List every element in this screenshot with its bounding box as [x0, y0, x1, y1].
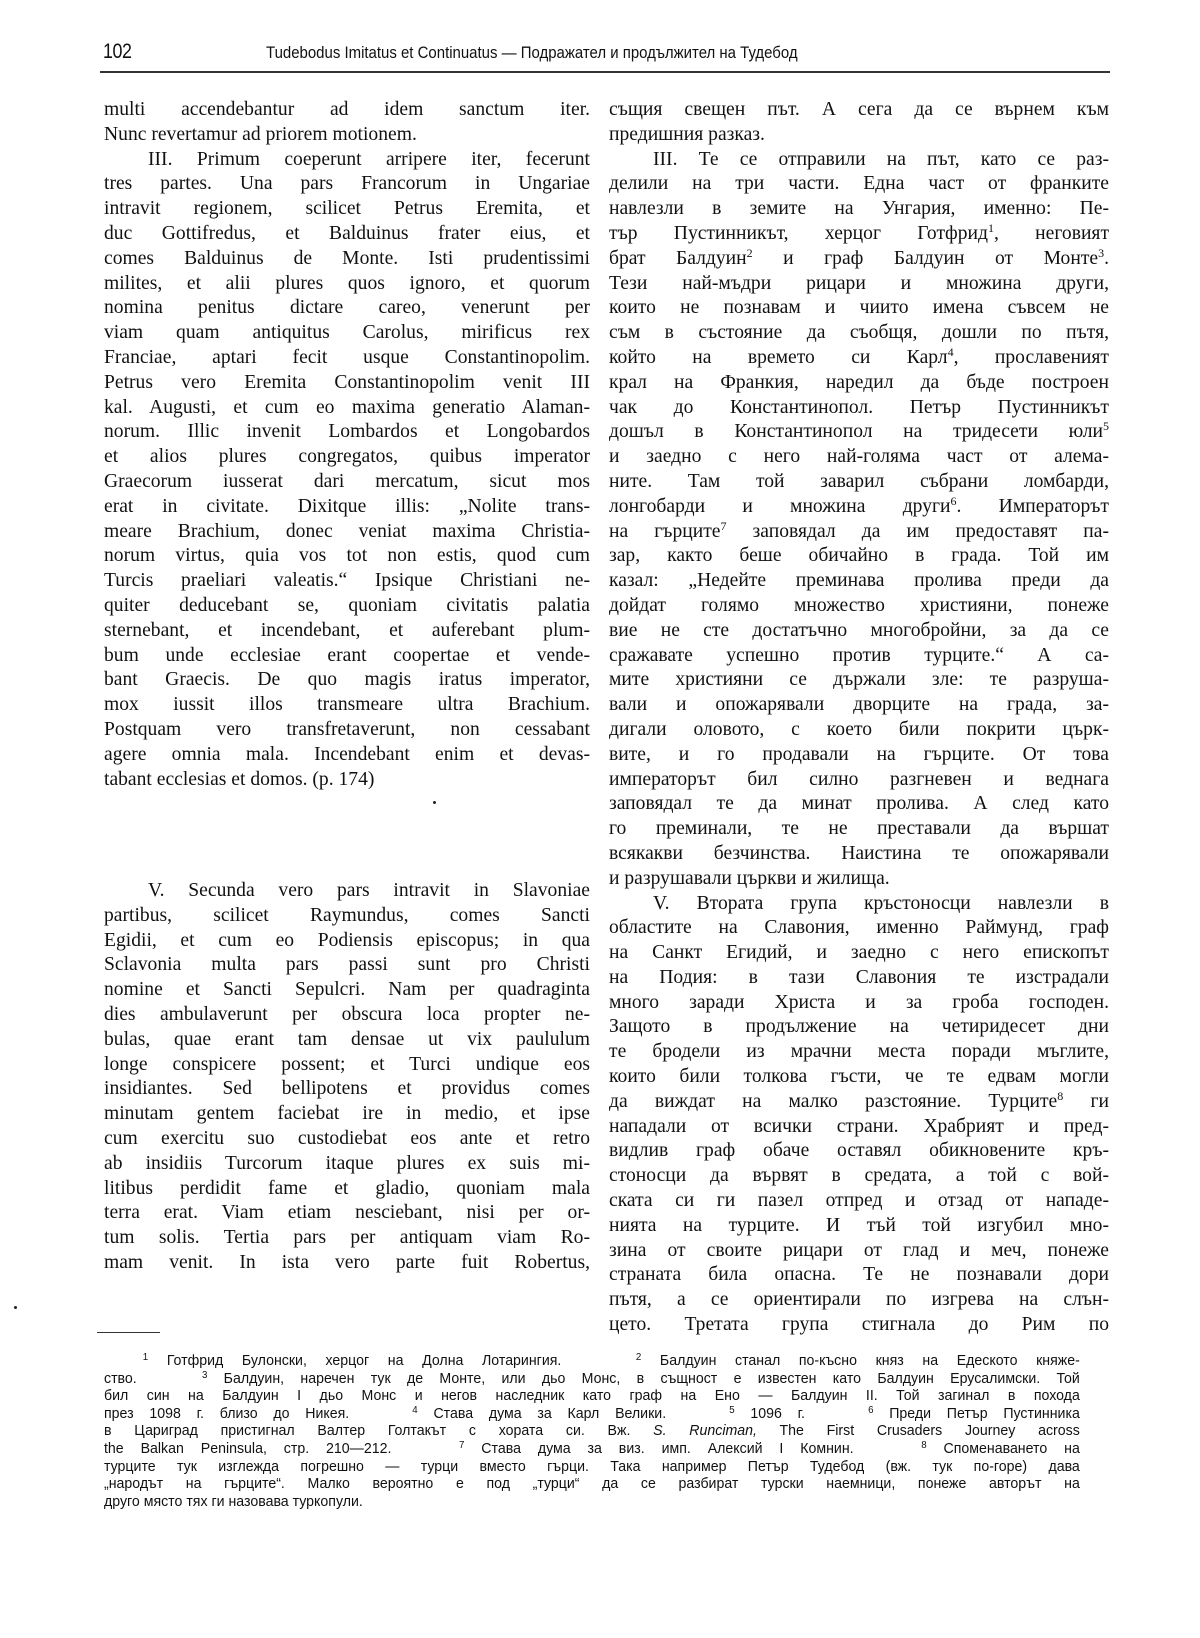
- text-segment: видлив граф обаче оставял обикновените кръ-: [609, 1140, 1109, 1162]
- text-segment: вали и опожарявали дворците на града, за-: [609, 694, 1109, 716]
- text-segment: да виждат на малко разстояние. Турците: [609, 1090, 1058, 1112]
- text-line: [609, 346, 1109, 371]
- text-line: [609, 1239, 1109, 1264]
- footnote-mark: 6: [868, 1404, 874, 1416]
- text-line: milites, et alii plures quos ignoro, et quorum: [104, 272, 590, 294]
- text-segment: същия свещен път. А сега да се върнем към: [609, 99, 1109, 120]
- text-line: [609, 941, 1109, 966]
- footnote-2: Балдуин станал по-късно княз на Едеското княже-: [659, 1353, 1080, 1369]
- text-line: [609, 693, 1109, 718]
- text-line: Petrus vero Eremita Constantinopolim venit III: [104, 371, 590, 393]
- text-line: [609, 817, 1109, 842]
- text-segment: ните. Там той заварил събрани ломбарди,: [609, 470, 1109, 492]
- text-line: [609, 668, 1109, 693]
- text-line: [609, 619, 1109, 644]
- footnote-line: [104, 1476, 1080, 1494]
- footnote-reference: 7: [720, 518, 727, 533]
- text-line: [609, 1189, 1109, 1214]
- text-segment: навлезли в земите на Унгария, именно: Пе-: [609, 198, 1109, 220]
- text-segment: императорът бил силно разгневен и веднага: [609, 768, 1109, 790]
- footnote-1: Готфрид Булонски, херцог на Долна Лотарингия.: [166, 1353, 562, 1369]
- text-line: kal. Augusti, et cum eo maxima generatio Alaman-: [104, 396, 590, 418]
- text-segment: на гърците: [609, 520, 721, 542]
- text-segment: цето. Третата група стигнала до Рим по: [609, 1314, 1109, 1336]
- text-segment: всякакви безчинства. Наистина те опожарявали: [609, 842, 1109, 864]
- text-line: [609, 1164, 1109, 1189]
- text-line: tabant ecclesias et domos. (p. 174): [104, 768, 375, 790]
- text-line: [609, 594, 1109, 619]
- text-segment: дошъл в Константинопол на тридесети юли: [609, 421, 1103, 443]
- text-segment: и разрушавали църкви и жилища.: [609, 867, 890, 889]
- footnote-line: [104, 1423, 1080, 1441]
- footnote-5: 1096 г.: [750, 1405, 806, 1422]
- text-line: multi accendebantur ad idem sanctum iter.: [104, 99, 590, 120]
- text-line: mam venit. In ista vero parte fuit Robertus,: [104, 1251, 590, 1273]
- text-segment: крал на Франкия, наредил да бъде построен: [609, 371, 1109, 393]
- text-line: [609, 1263, 1109, 1288]
- text-segment: казал: „Недейте преминава пролива преди да: [609, 570, 1109, 592]
- text-line: tum solis. Tertia pars per antiquam viam Ro-: [104, 1227, 590, 1249]
- text-line: [609, 1288, 1109, 1313]
- footnote-6: Преди Петър Пустинника: [889, 1405, 1080, 1422]
- footnote-line: [104, 1406, 1080, 1424]
- footnote-reference: 6: [950, 493, 957, 508]
- text-line: agere omnia mala. Incendebant enim et devas-: [104, 743, 590, 765]
- text-line: erat in civitate. Dixitque illis: „Nolite trans-: [104, 495, 590, 517]
- text-segment: брат Балдуин: [609, 247, 747, 269]
- footnote-reference: 8: [1057, 1088, 1064, 1103]
- footnote-reference: 4: [947, 344, 954, 359]
- text-line: [609, 991, 1109, 1016]
- text-segment: делили на три части. Една част от франките: [609, 173, 1109, 195]
- decorative-dot: [433, 801, 436, 804]
- latin-column-block-1: [104, 98, 590, 792]
- footnotes: [104, 1353, 1110, 1511]
- footnote-reference: 2: [746, 245, 753, 260]
- text-segment: те бродели из мрачни места поради мъглите,: [609, 1041, 1109, 1063]
- footnote-4: Става дума за Карл Велики.: [433, 1405, 667, 1422]
- margin-dot: [14, 1306, 17, 1309]
- footnote-2-cont: ство.: [104, 1370, 137, 1387]
- text-line: bulas, quae erant tam densae ut vix paululum: [104, 1028, 590, 1050]
- footnote-8-cont: турците тук изглежда погрешно — турци вместо гърци. Така например Петър Тудебод (вж. тук по-горе) дава: [104, 1458, 1080, 1475]
- text-line: [609, 644, 1109, 669]
- text-line: Egidii, et cum eo Podiensis episcopus; in qua: [104, 929, 590, 951]
- text-line: [609, 892, 1109, 917]
- text-segment: сражавате успешно против турците.“ А са-: [609, 644, 1109, 666]
- footnote-line: [104, 1388, 1080, 1406]
- text-line: meare Brachium, donec veniat maxima Christia-: [104, 520, 590, 542]
- text-line: [609, 321, 1109, 346]
- text-line: minutam gentem faciebat ire in medio, et ipse: [104, 1103, 590, 1125]
- text-line: intravit regionem, scilicet Petrus Eremita, et: [104, 198, 590, 220]
- text-line: [609, 768, 1109, 793]
- text-line: V. Secunda vero pars intravit in Slavoniae: [148, 880, 590, 901]
- text-line: III. Primum coeperunt arripere iter, fecerunt: [148, 148, 590, 170]
- text-line: norum. Illic invenit Lombardos et Longobardos: [104, 421, 590, 443]
- page-header: [103, 40, 1110, 70]
- text-line: quiter deducebant se, quoniam civitatis palatia: [104, 594, 590, 616]
- text-segment: на Подия: в тази Славония те изстрадали: [609, 966, 1109, 988]
- text-line: [609, 792, 1109, 817]
- footnote-3-cont: бил син на Балдуин I дьо Монс и негов наследник като граф на Ено — Балдуин II. Той загинал в похода: [104, 1388, 1080, 1405]
- text-segment: .: [1104, 247, 1109, 269]
- text-line: bant Graecis. De quo magis iratus imperator,: [104, 669, 590, 691]
- text-line: [609, 445, 1109, 470]
- text-segment: лонгобарди и множина други: [609, 495, 951, 517]
- text-line: [609, 842, 1109, 867]
- text-segment: , прославеният: [953, 346, 1109, 368]
- text-line: [609, 569, 1109, 594]
- text-line: insidiantes. Sed bellipotens et providus comes: [104, 1078, 590, 1100]
- text-line: [609, 1015, 1109, 1040]
- footnote-3: Балдуин, наречен тук де Монте, или дьо Монс, в същност е известен като Балдуин Ерусалимски. Той: [223, 1370, 1080, 1387]
- footnote-reference: 3: [1098, 245, 1105, 260]
- text-segment: ската си ги пазел отпред и отзад от нападе-: [609, 1190, 1109, 1212]
- footnote-mark: 3: [201, 1369, 208, 1381]
- text-segment: вие не сте достатъчно многобройни, за да се: [609, 619, 1109, 641]
- text-line: Turcis praeliari valeatis.“ Ipsique Christiani ne-: [104, 570, 590, 592]
- text-segment: който на времето си Карл: [609, 346, 948, 368]
- text-segment: страната била опасна. Те не познавали дори: [609, 1264, 1109, 1286]
- text-line: [609, 867, 1109, 892]
- footnote-rule: [97, 1332, 160, 1333]
- header-rule: [100, 71, 1110, 73]
- text-segment: ги: [1063, 1090, 1110, 1112]
- text-line: mox iussit illos transmeare ultra Brachium.: [104, 694, 590, 716]
- footnote-7: Става дума за виз. имп. Алексий I Комнин.: [481, 1440, 854, 1457]
- text-line: bum unde ecclesiae erant coopertae et vende-: [104, 644, 590, 666]
- text-line: sternebant, et incendebant, et auferebant plum-: [104, 619, 590, 641]
- footnote-mark: 2: [635, 1352, 642, 1363]
- footnote-mark: 1: [142, 1352, 149, 1363]
- text-segment: Защото в продължение на четиридесет дни: [609, 1016, 1109, 1038]
- text-line: [609, 272, 1109, 297]
- footnote-8-end: друго място тях ги назовава туркопули.: [104, 1493, 363, 1510]
- text-segment: мите християни се държали зле: те разруша-: [609, 669, 1109, 691]
- text-line: [609, 743, 1109, 768]
- text-line: [609, 1065, 1109, 1090]
- text-segment: нападали от всички страни. Храбрият и пред-: [609, 1115, 1109, 1137]
- text-segment: пътя, а се ориентирали по изгрева на слън-: [609, 1289, 1109, 1311]
- text-line: duc Gottifredus, et Balduinus frater eius, et: [104, 222, 590, 244]
- text-line: nomine et Sancti Sepulcri. Nam per quadraginta: [104, 979, 590, 1001]
- text-line: [609, 520, 1109, 545]
- running-head: Tudebodus Imitatus et Continuatus — Подражател и продължител на Тудебод: [266, 43, 798, 62]
- footnote-8-cont: „народът на гърците“. Малко вероятно е под „турци“ да се разбират турски наемници, понеже авторът на: [104, 1476, 1080, 1493]
- footnote-3-end: през 1098 г. близо до Никея.: [104, 1405, 350, 1422]
- text-line: Nunc revertamur ad priorem motionem.: [104, 123, 417, 145]
- text-segment: . Императорът: [956, 495, 1109, 517]
- text-segment: стоносци да вървят в средата, а той с вой-: [609, 1165, 1109, 1187]
- text-line: [609, 1139, 1109, 1164]
- text-line: Postquam vero transfretaverunt, non cessabant: [104, 718, 590, 740]
- footnote-6-cont: в Цариград пристигнал Валтер Голтакът с хората си. Вж.: [104, 1423, 631, 1440]
- text-segment: заповядал да им предоставят па-: [726, 520, 1109, 542]
- text-line: [609, 495, 1109, 520]
- text-segment: заповядал те да минат пролива. А след като: [609, 793, 1109, 815]
- text-segment: много заради Христа и за гроба господен.: [609, 991, 1109, 1013]
- text-line: Sclavonia multa pars passi sunt pro Christi: [104, 954, 590, 976]
- text-line: [609, 296, 1109, 321]
- text-line: Franciae, aptari fecit usque Constantinopolim.: [104, 346, 590, 368]
- footnote-8: Споменаването на: [943, 1440, 1080, 1457]
- footnote-author: S. Runciman,: [653, 1423, 757, 1440]
- footnote-reference: 5: [1103, 419, 1109, 434]
- text-line: [609, 1214, 1109, 1239]
- footnote-mark: 4: [412, 1404, 418, 1416]
- footnote-line: [104, 1494, 1080, 1512]
- text-line: [609, 247, 1109, 272]
- text-line: [609, 172, 1109, 197]
- footnote-line: [104, 1353, 1080, 1371]
- bulgarian-column: [609, 98, 1109, 1338]
- text-segment: дигали оловото, с което били покрити църк-: [609, 718, 1109, 740]
- text-line: [609, 1040, 1109, 1065]
- text-segment: и заедно с него най-голяма част от алема-: [609, 446, 1109, 468]
- text-line: [609, 1090, 1109, 1115]
- text-segment: Тези най-мъдри рицари и множина други,: [609, 272, 1109, 294]
- text-line: dies ambulaverunt per obscura loca propter ne-: [104, 1003, 590, 1025]
- footnote-mark: 5: [729, 1404, 735, 1416]
- text-line: [609, 470, 1109, 495]
- text-segment: които не познавам и чиито имена съвсем не: [609, 297, 1109, 319]
- text-line: comes Balduinus de Monte. Isti prudentissimi: [104, 247, 590, 269]
- footnote-mark: 8: [921, 1439, 927, 1451]
- text-line: cum exercitu suo custodiebat eos ante et retro: [104, 1127, 590, 1149]
- text-line: [609, 148, 1109, 173]
- text-line: nomina penitus dictare careo, venerunt per: [104, 297, 590, 319]
- text-segment: и граф Балдуин от Монте: [752, 247, 1099, 269]
- text-segment: чак до Константинопол. Петър Пустинникът: [609, 396, 1109, 418]
- footnote-reference: 1: [987, 220, 994, 235]
- text-line: viam quam antiquitus Carolus, mirificus rex: [104, 322, 590, 344]
- text-line: [609, 1313, 1109, 1338]
- text-line: Graecorum iusserat dari mercatum, sicut mos: [104, 470, 590, 492]
- text-line: longe conspicere possent; et Turci undique eos: [104, 1053, 590, 1075]
- text-line: [609, 916, 1109, 941]
- text-line: [609, 1115, 1109, 1140]
- text-segment: зина от своите рицари от глад и меч, понеже: [609, 1239, 1109, 1261]
- text-line: ab insidiis Turcorum itaque plures ex suis mi-: [104, 1152, 590, 1174]
- text-line: [609, 718, 1109, 743]
- text-line: tres partes. Una pars Francorum in Ungariae: [104, 173, 590, 195]
- text-line: [609, 966, 1109, 991]
- text-line: norum virtus, quia vos tot non estis, quod cum: [104, 545, 590, 567]
- footnote-mark: 7: [458, 1439, 465, 1451]
- text-segment: които били толкова гъсти, че те едвам могли: [609, 1066, 1109, 1088]
- text-segment: тър Пустинникът, херцог Готфрид: [609, 222, 988, 244]
- text-line: [609, 420, 1109, 445]
- text-segment: V. Втората група кръстоносци навлезли в: [653, 892, 1109, 914]
- footnote-6-end: the Balkan Peninsula, стр. 210—212.: [104, 1440, 392, 1457]
- text-segment: зар, както беше обичайно в града. Той им: [609, 545, 1109, 567]
- footnote-line: [104, 1459, 1080, 1477]
- page-number: 102: [103, 40, 132, 63]
- text-line: et alios plures congregatos, quibus imperator: [104, 446, 590, 468]
- text-line: [609, 197, 1109, 222]
- text-segment: предишния разказ.: [609, 123, 765, 145]
- text-line: [609, 123, 1109, 148]
- text-line: [609, 98, 1109, 123]
- text-line: [609, 222, 1109, 247]
- text-segment: на Санкт Егидий, и заедно с него епископът: [609, 942, 1109, 964]
- footnote-line: [104, 1371, 1080, 1389]
- text-line: [609, 371, 1109, 396]
- text-segment: областите на Славония, именно Раймунд, граф: [609, 917, 1109, 939]
- text-segment: , неговият: [993, 222, 1110, 244]
- text-line: terra erat. Viam etiam nesciebant, nisi per or-: [104, 1202, 590, 1224]
- text-segment: нията на турците. И тъй той изгубил мно-: [609, 1214, 1109, 1236]
- text-segment: съм в състояние да съобщя, дошли по пътя,: [609, 322, 1109, 344]
- text-line: litibus perdidit fame et gladio, quoniam mala: [104, 1177, 590, 1199]
- text-segment: дойдат голямо множество християни, понеже: [609, 594, 1109, 616]
- footnote-line: [104, 1441, 1080, 1459]
- footnote-6-title: The First Crusaders Journey across: [779, 1423, 1080, 1440]
- text-segment: III. Те се отправили на път, като се раз-: [653, 148, 1109, 170]
- text-line: partibus, scilicet Raymundus, comes Sancti: [104, 904, 590, 926]
- text-line: [609, 544, 1109, 569]
- latin-column-block-2: [104, 879, 590, 1276]
- text-line: [609, 396, 1109, 421]
- text-segment: вите, и го продавали на гърците. От това: [609, 743, 1109, 765]
- text-segment: го преминали, те не преставали да вършат: [609, 818, 1109, 840]
